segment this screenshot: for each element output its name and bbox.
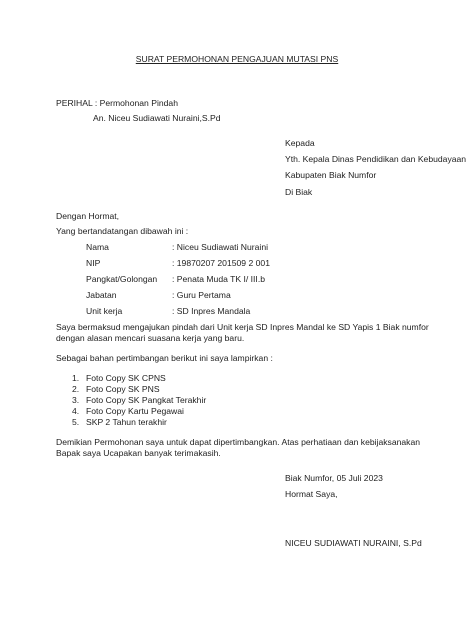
attachment-item [72,373,166,383]
letter-title: SURAT PERMOHONAN PENGAJUAN MUTASI PNS [135,54,339,64]
attachment-number: 2. [72,384,80,394]
attachment-item [72,406,184,416]
identity-value-unit-kerja: : SD Inpres Mandala [172,306,251,316]
identity-label-nama: Nama [86,242,109,252]
identity-label-pangkat: Pangkat/Golongan [86,274,158,284]
attachment-item [72,384,160,394]
identity-value-jabatan: : Guru Pertama [172,290,231,300]
body-paragraph-line-1: Saya bermaksud mengajukan pindah dari Unit kerja SD Inpres Mandal ke SD Yapis 1 Biak numfor [56,322,429,332]
recipient-line-1: Yth. Kepala Dinas Pendidikan dan Kebudayaan [285,154,467,164]
signature-name: NICEU SUDIAWATI NURAINI, S.Pd [285,538,422,548]
identity-label-jabatan: Jabatan [86,290,117,300]
identity-value-pangkat: : Penata Muda TK I/ III.b [172,274,265,284]
body-paragraph-line-2: dengan alasan mencari suasana kerja yang baru. [56,333,245,343]
attachment-intro: Sebagai bahan pertimbangan berikut ini saya lampirkan : [56,353,273,363]
closing-line-2: Bapak saya Ucapakan banyak terimakasih. [56,448,221,458]
attachment-number: 3. [72,395,80,405]
identity-value-nama: : Niceu Sudiawati Nuraini [172,242,269,252]
identity-label-unit-kerja: Unit kerja [86,306,123,316]
attachment-text: SKP 2 Tahun terakhir [86,417,167,427]
on-behalf-line: An. Niceu Sudiawati Nuraini,S.Pd [93,113,221,123]
recipient-kepada: Kepada [285,138,315,148]
attachment-text: Foto Copy SK CPNS [86,373,166,383]
attachment-item [72,395,206,405]
attachment-number: 1. [72,373,80,383]
recipient-line-3: Di Biak [285,187,313,197]
greeting: Dengan Hormat, [56,211,120,221]
attachment-item [72,417,167,427]
attachment-text: Foto Copy SK Pangkat Terakhir [86,395,207,405]
intro-line: Yang bertandatangan dibawah ini : [56,226,189,236]
perihal-line: PERIHAL : Permohonan Pindah [56,98,178,108]
attachment-number: 5. [72,417,80,427]
attachment-text: Foto Copy SK PNS [86,384,160,394]
place-date: Biak Numfor, 05 Juli 2023 [285,473,383,483]
recipient-line-2: Kabupaten Biak Numfor [285,170,377,180]
identity-value-nip: : 19870207 201509 2 001 [172,258,270,268]
attachment-text: Foto Copy Kartu Pegawai [86,406,184,416]
closing-line-1: Demikian Permohonan saya untuk dapat dipertimbangkan. Atas perhatiaan dan kebijaksanakan [56,437,421,447]
regards: Hormat Saya, [285,489,338,499]
attachment-number: 4. [72,406,80,416]
identity-label-nip: NIP [86,258,101,268]
